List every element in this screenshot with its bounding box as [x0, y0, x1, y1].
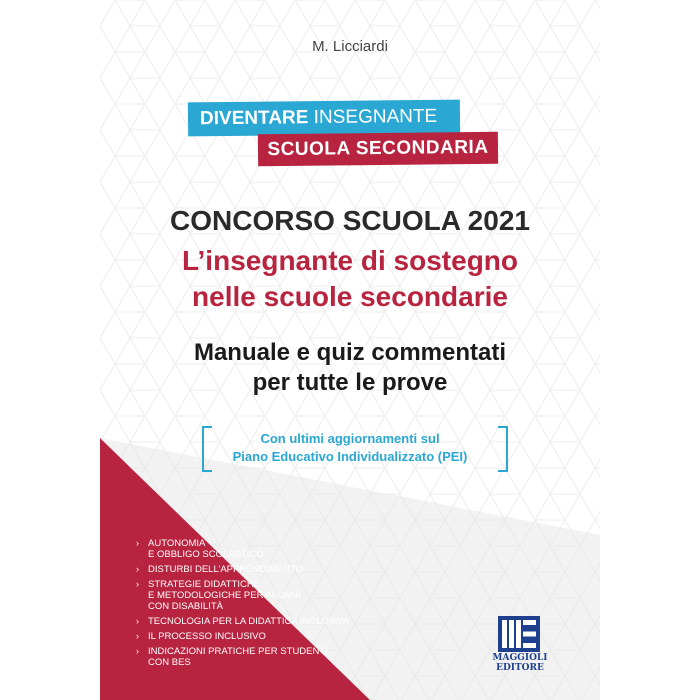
topics-list	[136, 538, 366, 672]
chevron-right-icon: ›	[136, 538, 139, 548]
title-main	[100, 243, 600, 315]
author-name: M. Licciardi	[312, 38, 388, 55]
publisher-line2: EDITORE	[496, 663, 544, 673]
subtitle-line1: Manuale e quiz commentati	[193, 339, 507, 366]
topic-text: E METODOLOGICHE PER ALUNNI	[148, 590, 301, 601]
title-line2: L’insegnante di sostegno	[181, 245, 519, 276]
publisher-name	[482, 653, 558, 673]
topic-text: INDICAZIONI PRATICHE PER STUDENTI	[148, 646, 328, 657]
list-item	[136, 579, 366, 612]
chevron-right-icon: ›	[136, 616, 139, 626]
series-line1-bold: DIVENTARE	[199, 107, 309, 130]
title-line3: nelle scuole secondarie	[192, 281, 508, 312]
chevron-right-icon: ›	[136, 646, 139, 656]
book-cover	[100, 0, 600, 700]
update-note	[200, 430, 500, 466]
list-item	[136, 616, 366, 627]
topic-text: E OBBLIGO SCOLASTICO	[148, 549, 264, 560]
topic-text: IL PROCESSO INCLUSIVO	[148, 631, 266, 642]
chevron-right-icon: ›	[136, 579, 139, 589]
topic-text: AUTONOMIA	[148, 538, 206, 549]
list-item	[136, 631, 366, 642]
topic-text: CON BES	[148, 657, 191, 668]
series-label-bottom: SCUOLA SECONDARIA	[258, 132, 498, 167]
topic-text: TECNOLOGIA PER LA DIDATTICA INCLUSIVA	[148, 616, 350, 627]
update-line2: Piano Educativo Individualizzato (PEI)	[232, 449, 468, 464]
topic-text: CON DISABILITÀ	[148, 601, 223, 612]
list-item	[136, 564, 366, 575]
series-line1-thin: INSEGNANTE	[308, 105, 438, 129]
series-label-top	[188, 100, 460, 137]
subtitle-line2: per tutte le prove	[252, 369, 448, 396]
update-line1: Con ultimi aggiornamenti sul	[260, 431, 440, 446]
list-item	[136, 538, 366, 560]
topic-text: STRATEGIE DIDATTICHE	[148, 579, 261, 590]
list-item	[136, 646, 366, 668]
topic-text: DISTURBI DELL’APPRENDIMENTO	[148, 564, 304, 575]
title-line1: CONCORSO SCUOLA 2021	[170, 205, 530, 236]
publisher-line1: MAGGIOLI	[492, 653, 548, 663]
chevron-right-icon: ›	[136, 564, 139, 574]
subtitle	[100, 338, 600, 398]
chevron-right-icon: ›	[136, 631, 139, 641]
publisher-logo-icon	[498, 616, 540, 652]
